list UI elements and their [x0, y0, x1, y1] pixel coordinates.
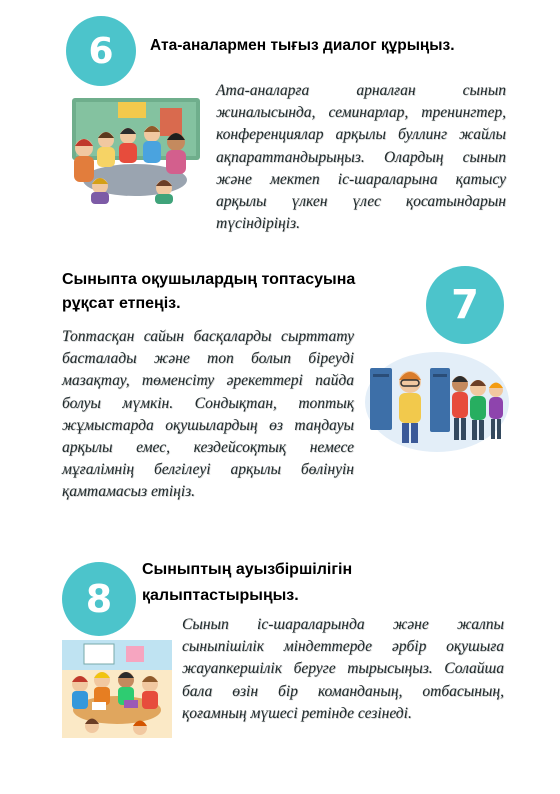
section-8-heading-line-2: қалыптастырыңыз.: [142, 587, 299, 604]
section-7-number-badge: 7: [426, 266, 504, 344]
section-8-heading-line-1: Сыныптың ауызбіршілігін: [142, 561, 353, 578]
classroom-teamwork-illustration: [62, 640, 172, 738]
parents-meeting-illustration: [64, 96, 206, 204]
section-6-text: Ата-аналарға арналған сынып жиналысында, семинарлар, тренингтер, конференциялар арқылы буллинг жайлы ақпараттандырыңыз. Олардың сынып және мектеп іс-шараларына қатысу арқылы үлкен үлес қосатындарын түсіндіріңіз.: [216, 82, 506, 233]
section-7-heading-line-1: Сыныпта оқушылардың топтасуына: [62, 271, 356, 288]
section-7-heading-line-2: рұқсат етпеңіз.: [62, 295, 181, 312]
section-6-heading: Ата-аналармен тығыз диалог құрыңыз.: [150, 37, 455, 54]
section-6-number-badge: 6: [66, 16, 136, 86]
bullying-group-illustration: [364, 350, 510, 454]
section-7-text: Топтасқан сайын басқаларды сырттату басталады және топ болып біреуді мазақтау, төменсіту әрекеттері пайда болуы мүмкін. Сондықтан, топтық жұмыстарда оқушылардың өз таңдауы арқылы емес, кездейсоқтық немесе мұғалімнің белгілеуі арқылы бөлінуін қамтамасыз етіңіз.: [62, 328, 354, 501]
section-8-number-badge: 8: [62, 562, 136, 636]
section-8-text: Сынып іс-шараларында және жалпы сыныпішілік міндеттерде әрбір оқушыға жауапкершілік беруге тырысыңыз. Солайша бала өзін бір команданың, отбасының, қоғамның мүшесі ретінде сезінеді.: [182, 616, 504, 722]
